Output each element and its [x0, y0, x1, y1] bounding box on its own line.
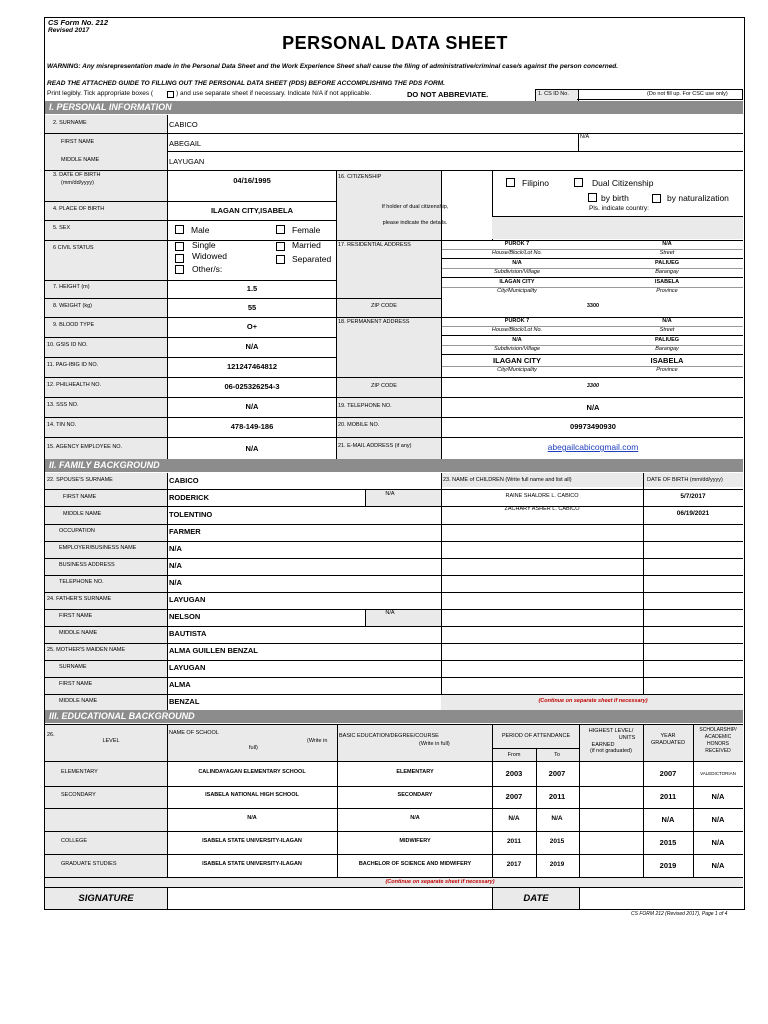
residential-label: 17. RESIDENTIAL ADDRESS: [338, 242, 411, 248]
others-label: Other/s:: [192, 264, 223, 274]
pagibig-label: 11. PAG-IBIG ID NO.: [47, 362, 99, 368]
res-street-caption: Street: [659, 250, 675, 256]
perm-city-caption: City/Municipality: [497, 367, 537, 373]
tin-label: 14. TIN NO.: [47, 422, 77, 428]
period-header: PERIOD OF ATTENDANCE: [501, 733, 571, 739]
perm-province[interactable]: ISABELA: [650, 356, 684, 365]
page-title: PERSONAL DATA SHEET: [282, 33, 508, 53]
citizenship-label: 16. CITIZENSHIP: [338, 174, 382, 180]
by-birth-label: by birth: [601, 193, 629, 203]
child-2-dob[interactable]: 06/19/2021: [676, 510, 710, 517]
res-subdivision[interactable]: N/A: [512, 260, 522, 266]
edu-course[interactable]: SECONDARY: [397, 792, 433, 798]
perm-province-caption: Province: [656, 367, 678, 373]
edu-school[interactable]: CALINDAYAGAN ELEMENTARY SCHOOL: [198, 769, 306, 775]
edu-from[interactable]: 2011: [506, 838, 522, 845]
highest-header-2: UNITS: [618, 735, 636, 741]
child-1-dob[interactable]: 5/7/2017: [680, 493, 706, 500]
edu-level: COLLEGE: [61, 838, 87, 844]
spouse-surname-value[interactable]: CABICO: [169, 476, 199, 485]
tin-value[interactable]: 478-149-186: [230, 422, 274, 431]
edu-from[interactable]: N/A: [508, 815, 520, 822]
res-zip-label: ZIP CODE: [371, 303, 397, 309]
section-personal-header: I. PERSONAL INFORMATION: [45, 101, 743, 114]
res-barangay[interactable]: PALIUEG: [654, 260, 680, 266]
residential-address-block: [442, 241, 743, 298]
perm-house[interactable]: PUROK 7: [504, 318, 530, 324]
res-province[interactable]: ISABELA: [654, 279, 680, 285]
business-address-label: BUSINESS ADDRESS: [59, 562, 115, 568]
spouse-middle-value[interactable]: TOLENTINO: [169, 510, 213, 519]
citizenship-options: [494, 172, 742, 216]
civil-status-options: [168, 241, 335, 279]
telephone-value[interactable]: N/A: [586, 403, 600, 412]
edu-honors[interactable]: N/A: [711, 815, 725, 824]
children-label: 23. NAME of CHILDREN (Write full name and list all): [443, 477, 572, 483]
sex-male-checkbox[interactable]: [175, 225, 184, 234]
res-street[interactable]: N/A: [662, 241, 672, 247]
weight-label: 8. WEIGHT (kg): [53, 303, 93, 309]
highest-header-3: EARNED: [591, 742, 615, 748]
edu-honors[interactable]: VALEDICTORIAN: [700, 771, 736, 776]
father-surname-value[interactable]: LAYUGAN: [169, 595, 206, 604]
child-2-name[interactable]: ZACHARY ASHER L. CABICO: [504, 506, 580, 512]
dob-format: (mm/dd/yyyy): [61, 180, 94, 186]
middle-name-value[interactable]: LAYUGAN: [169, 157, 205, 166]
others-checkbox[interactable]: [175, 265, 184, 274]
form-reference: CS FORM 212 (Revised 2017), Page 1 of 4: [631, 911, 728, 917]
perm-subdivision[interactable]: N/A: [512, 337, 522, 343]
res-barangay-caption: Barangay: [655, 269, 679, 275]
education-number: 26.: [47, 732, 55, 738]
dual-citizenship-label: Dual Citizenship: [592, 178, 654, 188]
mother-maiden-label: 25. MOTHER'S MAIDEN NAME: [47, 647, 126, 653]
married-checkbox[interactable]: [276, 242, 285, 251]
edu-school[interactable]: N/A: [247, 815, 257, 821]
dual-note-1: If holder of dual citizenship,: [381, 204, 449, 210]
honors-header-2: ACADEMIC: [704, 734, 732, 740]
date-label: DATE: [523, 893, 549, 904]
gsis-label: 10. GSIS ID NO.: [47, 342, 88, 348]
edu-to[interactable]: 2011: [548, 792, 566, 801]
edu-year[interactable]: 2007: [659, 769, 677, 778]
honors-header-3: HONORS: [707, 741, 729, 747]
spouse-telephone-value[interactable]: N/A: [169, 578, 182, 587]
by-naturalization-label: by naturalization: [667, 193, 729, 203]
edu-honors[interactable]: N/A: [711, 861, 725, 870]
single-label: Single: [192, 241, 216, 250]
no-abbreviate: DO NOT ABBREVIATE.: [407, 90, 489, 99]
dob-label: 3. DATE OF BIRTH: [53, 172, 101, 178]
pob-label: 4. PLACE OF BIRTH: [53, 206, 105, 212]
children-dob-label: DATE OF BIRTH (mm/dd/yyyy): [647, 477, 723, 483]
year-header-2: GRADUATED: [650, 740, 686, 746]
res-zip-value[interactable]: 3300: [586, 303, 600, 309]
height-value[interactable]: 1.5: [246, 284, 258, 293]
permanent-address-block: [442, 318, 743, 377]
blood-type-label: 9. BLOOD TYPE: [53, 322, 95, 328]
edu-year[interactable]: N/A: [661, 815, 675, 824]
occupation-value[interactable]: FARMER: [169, 527, 201, 536]
education-level-column: [45, 761, 167, 877]
email-label: 21. E-MAIL ADDRESS (if any): [338, 443, 412, 449]
form-number: CS Form No. 212: [48, 18, 109, 27]
sex-female-checkbox[interactable]: [276, 225, 285, 234]
edu-year[interactable]: 2011: [659, 792, 677, 801]
edu-from[interactable]: 2007: [505, 792, 523, 801]
print-note-b: ) and use separate sheet if necessary. Indicate N/A if not applicable.: [176, 90, 372, 97]
edu-year[interactable]: 2019: [659, 861, 677, 870]
school-header-2: (Write in: [307, 738, 328, 744]
spouse-middle-label: MIDDLE NAME: [63, 511, 102, 517]
perm-barangay[interactable]: PALIUEG: [654, 337, 680, 343]
education-continue-note: (Continue on separate sheet if necessary): [385, 879, 495, 885]
sex-female-label: Female: [292, 225, 321, 235]
edu-year[interactable]: 2015: [659, 838, 677, 847]
guide-text: READ THE ATTACHED GUIDE TO FILLING OUT THE PERSONAL DATA SHEET (PDS) BEFORE ACCOMPLISHING THE PDS FORM.: [47, 80, 445, 87]
edu-level: GRADUATE STUDIES: [61, 861, 117, 867]
mobile-label: 20. MOBILE NO.: [338, 422, 380, 428]
pob-value[interactable]: ILAGAN CITY,ISABELA: [210, 206, 294, 215]
father-first-value[interactable]: NELSON: [169, 612, 201, 621]
mother-first-value[interactable]: ALMA: [169, 680, 191, 689]
perm-house-caption: House/Block/Lot No.: [491, 327, 543, 333]
from-header: From: [507, 752, 521, 758]
spouse-telephone-label: TELEPHONE NO.: [59, 579, 104, 585]
philhealth-label: 12. PHILHEALTH NO.: [47, 382, 101, 388]
surname-label: 2. SURNAME: [53, 120, 87, 126]
sex-male-label: Male: [191, 225, 210, 235]
occupation-label: OCCUPATION: [59, 528, 95, 534]
widowed-checkbox[interactable]: [175, 254, 184, 263]
father-ext-value[interactable]: N/A: [385, 610, 395, 616]
honors-header-4: RECEIVED: [705, 748, 731, 754]
father-ext-cell: [366, 609, 441, 626]
filipino-label: Filipino: [522, 178, 549, 188]
agency-label: 15. AGENCY EMPLOYEE NO.: [47, 444, 123, 450]
father-middle-value[interactable]: BAUTISTA: [169, 629, 207, 638]
mobile-value[interactable]: 09973490930: [570, 422, 616, 431]
spouse-surname-label: 22. SPOUSE'S SURNAME: [47, 477, 113, 483]
surname-value[interactable]: CABICO: [169, 120, 198, 129]
email-value[interactable]: abegailcabicogmail.com: [547, 442, 639, 452]
edu-school[interactable]: ISABELA STATE UNIVERSITY-ILAGAN: [202, 838, 302, 844]
edu-to[interactable]: N/A: [551, 815, 563, 822]
perm-zip-value[interactable]: 3300: [586, 383, 600, 389]
children-continue-note: (Continue on separate sheet if necessary): [538, 698, 648, 704]
weight-value[interactable]: 55: [247, 303, 257, 312]
employer-value[interactable]: N/A: [169, 544, 182, 553]
edu-school[interactable]: ISABELA NATIONAL HIGH SCHOOL: [205, 792, 299, 798]
permanent-label: 18. PERMANENT ADDRESS: [338, 319, 410, 325]
mother-maiden-value[interactable]: ALMA GUILLEN BENZAL: [169, 646, 258, 655]
tick-sample-checkbox: [167, 91, 174, 98]
edu-from[interactable]: 2017: [506, 861, 522, 868]
pds-form: [44, 17, 745, 910]
sss-label: 13. SSS NO.: [47, 402, 79, 408]
perm-subdivision-caption: Subdivision/Village: [493, 346, 541, 352]
dual-citizenship-checkbox[interactable]: [574, 178, 583, 187]
perm-street-caption: Street: [659, 327, 675, 333]
perm-city[interactable]: ILAGAN CITY: [493, 356, 541, 365]
country-note: Pls. indicate country:: [589, 205, 649, 212]
mother-first-label: FIRST NAME: [59, 681, 93, 687]
mother-surname-value[interactable]: LAYUGAN: [169, 663, 206, 672]
country-select[interactable]: [492, 217, 743, 239]
course-header-1: BASIC EDUCATION/DEGREE/COURSE: [339, 733, 439, 739]
perm-street[interactable]: N/A: [662, 318, 672, 324]
civil-status-label: 6 CIVIL STATUS: [53, 245, 94, 251]
edu-level: SECONDARY: [61, 792, 96, 798]
father-surname-label: 24. FATHER'S SURNAME: [47, 596, 112, 602]
edu-course[interactable]: N/A: [410, 815, 420, 821]
signature-label: SIGNATURE: [78, 893, 134, 904]
edu-school[interactable]: ISABELA STATE UNIVERSITY-ILAGAN: [202, 861, 302, 867]
section-education-header: III. EDUCATIONAL BACKGROUND: [45, 710, 743, 723]
spouse-first-value[interactable]: RODERICK: [169, 493, 210, 502]
res-city-caption: City/Municipality: [497, 288, 537, 294]
mother-middle-label: MIDDLE NAME: [59, 698, 98, 704]
dual-note-2: please indicate the details.: [382, 220, 448, 226]
separated-label: Separated: [292, 254, 332, 264]
pagibig-value[interactable]: 121247464812: [226, 362, 278, 371]
sex-label: 5. SEX: [53, 225, 71, 231]
res-province-caption: Province: [656, 288, 678, 294]
signature-field[interactable]: [168, 888, 491, 909]
single-checkbox[interactable]: [175, 242, 184, 251]
to-header: To: [554, 752, 560, 758]
res-city[interactable]: ILAGAN CITY: [499, 279, 535, 285]
married-label: Married: [292, 241, 321, 250]
employer-label: EMPLOYER/BUSINESS NAME: [59, 545, 137, 551]
gsis-value[interactable]: N/A: [245, 342, 259, 351]
separated-checkbox[interactable]: [276, 255, 285, 264]
perm-zip-label: ZIP CODE: [371, 383, 397, 389]
school-header-1: NAME OF SCHOOL: [169, 730, 219, 736]
education-header-row: [45, 724, 743, 761]
by-birth-checkbox[interactable]: [588, 193, 597, 202]
first-name-label: FIRST NAME: [61, 139, 95, 145]
mother-middle-value[interactable]: BENZAL: [169, 697, 200, 706]
edu-to[interactable]: 2015: [549, 838, 565, 845]
print-note-a: Print legibly. Tick appropriate boxes (: [47, 90, 154, 97]
highest-header-1: HIGHEST LEVEL/: [588, 728, 634, 734]
section-family-header: II. FAMILY BACKGROUND: [45, 459, 743, 472]
middle-name-label: MIDDLE NAME: [61, 157, 100, 163]
philhealth-value[interactable]: 06-025326254-3: [224, 382, 280, 391]
name-extension-value[interactable]: N/A: [580, 134, 590, 140]
school-header-3: full): [249, 745, 258, 751]
widowed-label: Widowed: [192, 251, 227, 261]
mother-surname-label: SURNAME: [59, 664, 87, 670]
cs-id-label: 1. CS ID No.: [538, 91, 569, 97]
cs-id-note: (Do not fill up. For CSC use only): [647, 91, 728, 97]
year-header-1: YEAR: [660, 733, 676, 739]
telephone-label: 19. TELEPHONE NO.: [338, 403, 392, 409]
blood-type-value[interactable]: O+: [246, 322, 258, 331]
agency-value[interactable]: N/A: [245, 444, 259, 453]
edu-honors[interactable]: N/A: [711, 838, 725, 847]
warning-text: WARNING: Any misrepresentation made in the Personal Data Sheet and the Work Experience Sheet shall cause the filing of administrative/criminal case/s against the person concerned.: [47, 63, 619, 70]
edu-from[interactable]: 2003: [505, 769, 523, 778]
edu-course[interactable]: BACHELOR OF SCIENCE AND MIDWIFERY: [358, 861, 472, 867]
business-address-value[interactable]: N/A: [169, 561, 182, 570]
spouse-first-label: FIRST NAME: [63, 494, 97, 500]
edu-honors[interactable]: N/A: [711, 792, 725, 801]
sss-value[interactable]: N/A: [245, 402, 259, 411]
child-1-name[interactable]: RAINE SHALDRE L. CABICO: [505, 493, 579, 499]
highest-header-4: (if not graduated): [590, 748, 632, 754]
first-name-value[interactable]: ABEGAIL: [169, 139, 202, 148]
father-first-label: FIRST NAME: [59, 613, 93, 619]
edu-course[interactable]: MIDWIFERY: [399, 838, 431, 844]
res-house-caption: House/Block/Lot No.: [491, 250, 543, 256]
honors-header-1: SCHOLARSHIP/: [699, 727, 737, 733]
spouse-ext-value[interactable]: N/A: [385, 491, 395, 497]
res-subdivision-caption: Subdivision/Village: [493, 269, 541, 275]
by-naturalization-checkbox[interactable]: [652, 194, 661, 203]
perm-barangay-caption: Barangay: [655, 346, 679, 352]
dob-value[interactable]: 04/16/1995: [233, 176, 271, 185]
res-house[interactable]: PUROK 7: [504, 241, 530, 247]
spouse-ext-cell: [366, 490, 441, 507]
father-middle-label: MIDDLE NAME: [59, 630, 98, 636]
height-label: 7. HEIGHT (m): [53, 284, 90, 290]
form-revised: Revised 2017: [48, 27, 90, 34]
edu-level: ELEMENTARY: [61, 769, 98, 775]
date-field[interactable]: [580, 888, 742, 909]
edu-course[interactable]: ELEMENTARY: [396, 769, 434, 775]
level-header: LEVEL: [102, 738, 120, 744]
course-header-2: (Write in full): [419, 741, 450, 747]
edu-to[interactable]: 2019: [549, 861, 565, 868]
filipino-checkbox[interactable]: [506, 178, 515, 187]
edu-to[interactable]: 2007: [548, 769, 566, 778]
